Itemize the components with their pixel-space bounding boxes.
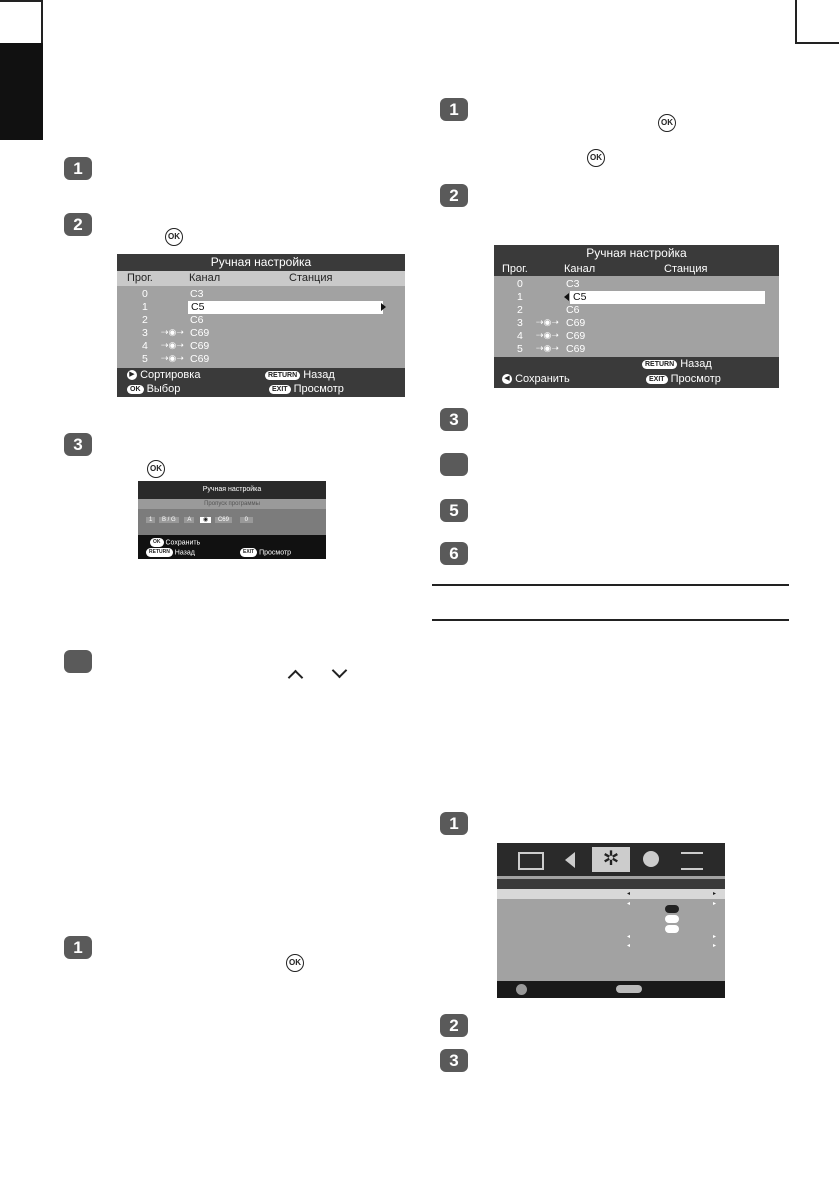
row-prog: 1 [142, 301, 148, 313]
return-key-icon: RETURN [146, 548, 173, 557]
table-row[interactable] [117, 288, 405, 301]
navigate-icon [516, 984, 527, 995]
skip-icon: ⇢◉➝ [536, 343, 559, 353]
menu-header-bar [497, 879, 725, 889]
row-prog: 5 [142, 353, 148, 365]
save-label: Сохранить [515, 373, 570, 385]
sound-tab-icon[interactable] [565, 852, 575, 868]
setup-tab-icon[interactable] [681, 852, 703, 870]
sort-label: Сортировка [140, 369, 201, 381]
step-4-badge-blank [64, 650, 92, 673]
ok-button-icon: OK [587, 149, 605, 167]
table-row[interactable] [117, 353, 405, 366]
exit-hint [646, 373, 721, 385]
skip-field-icon[interactable]: ◉ [200, 517, 211, 523]
left-arrow-icon: ◂ [627, 891, 631, 897]
row-channel: C3 [190, 288, 204, 300]
row-channel: C69 [190, 353, 210, 365]
col-station: Станция [664, 263, 708, 275]
left-arrow-icon: ◂ [627, 901, 631, 907]
step-3-badge: 3 [64, 433, 92, 456]
exit-label: Просмотр [293, 383, 344, 395]
save-hint [150, 538, 200, 547]
field-prog[interactable]: 1 [146, 517, 155, 523]
ok-button-icon: OK [286, 954, 304, 972]
section-rule-top [432, 584, 789, 586]
toggle-off-icon[interactable] [665, 915, 679, 923]
row-channel-highlight: C5 [188, 301, 383, 314]
table-row[interactable] [494, 343, 779, 356]
select-hint [127, 383, 180, 395]
left-arrow-icon: ◂ [627, 943, 631, 949]
table-row[interactable] [117, 327, 405, 340]
column-header-row [117, 271, 405, 286]
field-channel[interactable]: C69 [215, 517, 232, 523]
menu-tab-bar [497, 843, 725, 876]
row-prog: 2 [142, 314, 148, 326]
row-prog: 4 [142, 340, 148, 352]
return-label: Назад [303, 369, 335, 381]
skip-icon: ⇢◉➝ [536, 330, 559, 340]
ok-button-icon: OK [165, 228, 183, 246]
step-1-badge: 1 [64, 936, 92, 959]
step-5-badge: 5 [440, 499, 468, 522]
row-channel: C6 [566, 304, 580, 316]
manual-tuning-screen-left [117, 254, 405, 397]
right-arrow-icon [381, 303, 386, 311]
step-3-badge: 3 [440, 1049, 468, 1072]
toggle-on-icon[interactable] [665, 905, 679, 913]
ok-key-icon: OK [150, 538, 164, 547]
settings-menu-screen [497, 843, 725, 998]
left-arrow-icon: ◂ [627, 934, 631, 940]
skip-icon: ⇢◉➝ [161, 327, 184, 337]
col-station: Станция [289, 272, 333, 284]
row-channel: C69 [566, 330, 586, 342]
col-channel: Канал [564, 263, 596, 275]
menu-row-selected[interactable] [497, 889, 725, 899]
skip-icon: ⇢◉➝ [161, 340, 184, 350]
timer-tab-icon[interactable] [643, 851, 659, 867]
return-hint [642, 358, 712, 370]
step-3-badge: 3 [440, 408, 468, 431]
right-arrow-icon: ▸ [713, 901, 717, 907]
chevron-down-icon [332, 663, 348, 679]
skip-icon: ⇢◉➝ [536, 317, 559, 327]
ok-button-icon: OK [147, 460, 165, 478]
field-system[interactable]: B / G [159, 517, 179, 523]
field-row [146, 516, 253, 523]
field-fine[interactable]: 0 [240, 517, 253, 523]
right-arrow-icon: ▸ [713, 934, 717, 940]
top-right-rule [795, 42, 839, 44]
row-prog: 3 [517, 317, 523, 329]
manual-tuning-screen-right [494, 245, 779, 388]
step-2-badge: 2 [64, 213, 92, 236]
back-arrow-icon: ◀ [502, 374, 512, 384]
toggle-off-icon[interactable] [665, 925, 679, 933]
table-row[interactable] [494, 278, 779, 291]
row-prog: 1 [517, 291, 523, 303]
screen-title: Ручная настройка [117, 254, 405, 271]
step-2-badge: 2 [440, 1014, 468, 1037]
section-rule-bottom [432, 619, 789, 621]
table-row-selected[interactable] [117, 301, 405, 314]
program-skip-screen [138, 481, 326, 559]
left-arrow-icon [564, 293, 569, 301]
chevron-up-icon [288, 670, 304, 686]
step-1-badge: 1 [64, 157, 92, 180]
field-color[interactable]: A [184, 517, 194, 523]
step-2-badge: 2 [440, 184, 468, 207]
right-margin-rule [795, 0, 797, 42]
right-arrow-icon: ▸ [713, 943, 717, 949]
exit-key-icon: EXIT [646, 375, 668, 384]
row-channel: C69 [190, 327, 210, 339]
row-prog: 0 [142, 288, 148, 300]
view-hint [240, 548, 291, 557]
top-left-rule [0, 0, 42, 2]
row-prog: 5 [517, 343, 523, 355]
column-header-row [494, 262, 779, 276]
return-label: Назад [680, 358, 712, 370]
sort-hint [127, 369, 200, 381]
back-hint [146, 548, 195, 557]
row-channel: C3 [566, 278, 580, 290]
play-icon: ▶ [127, 370, 137, 380]
small-screen-footer [138, 535, 326, 559]
row-prog: 3 [142, 327, 148, 339]
small-screen-subtitle: Пропуск программы [138, 499, 326, 509]
exit-label: Просмотр [670, 373, 721, 385]
skip-icon: ⇢◉➝ [161, 353, 184, 363]
row-channel: C6 [190, 314, 204, 326]
exit-key-icon: EXIT [269, 385, 291, 394]
exit-hint [269, 383, 344, 395]
save-label: Сохранить [165, 539, 201, 547]
view-label: Просмотр [259, 549, 292, 557]
screen-footer [494, 357, 779, 388]
row-channel: C69 [566, 317, 586, 329]
save-hint [502, 373, 570, 385]
table-row[interactable] [117, 340, 405, 353]
row-channel: C69 [566, 343, 586, 355]
screen-footer [117, 368, 405, 397]
step-6-badge: 6 [440, 542, 468, 565]
table-row[interactable] [494, 330, 779, 343]
row-prog: 2 [517, 304, 523, 316]
step-4-badge-blank [440, 453, 468, 476]
menu-footer [497, 981, 725, 998]
right-arrow-icon: ▸ [713, 891, 717, 897]
col-channel: Канал [189, 272, 221, 284]
return-key-icon: RETURN [265, 371, 300, 380]
return-key-icon [616, 985, 642, 993]
col-prog: Прог. [127, 272, 153, 284]
row-prog: 0 [517, 278, 523, 290]
row-channel: C69 [190, 340, 210, 352]
step-1-badge: 1 [440, 812, 468, 835]
ok-key-icon: OK [127, 385, 144, 394]
table-row[interactable] [117, 314, 405, 327]
return-key-icon: RETURN [642, 360, 677, 369]
exit-key-icon: EXIT [240, 548, 257, 557]
back-label: Назад [174, 549, 195, 557]
table-row-selected[interactable] [494, 291, 779, 304]
select-label: Выбор [146, 383, 181, 395]
step-1-badge: 1 [440, 98, 468, 121]
ok-button-icon: OK [658, 114, 676, 132]
screen-title: Ручная настройка [494, 245, 779, 262]
row-channel-highlight: C5 [570, 291, 765, 304]
col-prog: Прог. [502, 263, 528, 275]
table-row[interactable] [494, 317, 779, 330]
table-row[interactable] [494, 304, 779, 317]
return-hint [265, 369, 335, 381]
language-side-tab [0, 43, 43, 140]
settings-tab-icon[interactable]: ✲ [592, 847, 630, 872]
row-prog: 4 [517, 330, 523, 342]
picture-tab-icon[interactable] [518, 852, 544, 870]
small-screen-title: Ручная настройка [138, 481, 326, 499]
